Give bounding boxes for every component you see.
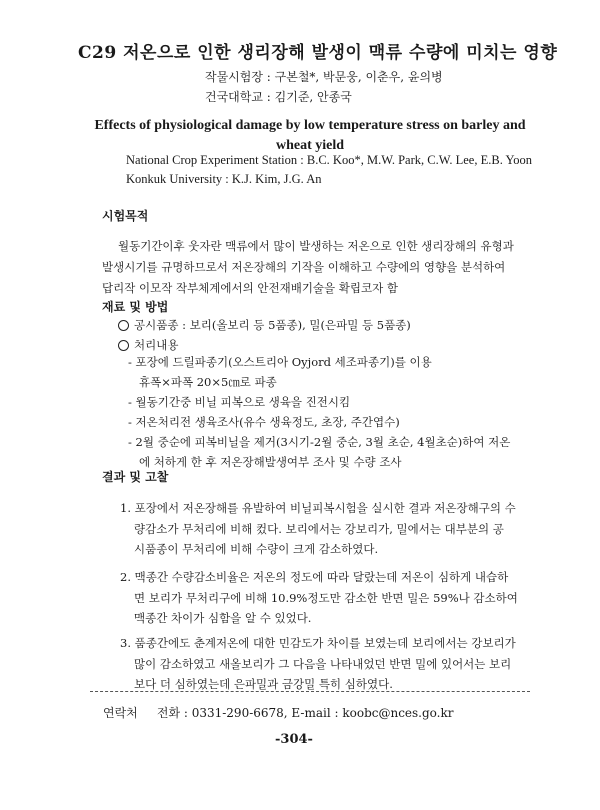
author-affiliation-en-1: National Crop Experiment Station : B.C. Koo*, M.W. Park, C.W. Lee, E.B. Yoon [126, 153, 533, 167]
author-affiliation-en-2: Konkuk University : K.J. Kim, J.G. An [126, 172, 322, 186]
list-item: 에 처하게 한 후 저온장해발생여부 조사 및 수량 조사 [139, 455, 402, 469]
circle-bullet-icon [118, 320, 129, 331]
list-item: - 월동기간중 비닐 피복으로 생육을 진전시킴 [128, 395, 351, 409]
page-number: -304- [275, 732, 313, 747]
objective-text [102, 236, 514, 299]
methods-list [118, 315, 411, 355]
list-item: 처리내용 [118, 335, 411, 355]
text-line: 답리작 이모작 작부체계에서의 안전재배기술을 확립코자 함 [102, 281, 398, 295]
result-paragraph-1 [120, 498, 516, 560]
text-line: 량감소가 무처리에 비해 컸다. 보리에서는 강보리가, 밀에서는 대부분의 공 [134, 521, 504, 536]
section-heading-methods: 재료 및 방법 [102, 300, 169, 314]
section-heading-objective: 시험목적 [102, 209, 149, 223]
text-line: 1. 포장에서 저온장해를 유발하여 비닐피복시험을 실시한 결과 저온장해구의 수 [120, 501, 516, 515]
text-line: 발생시기를 규명하므로서 저온장해의 기작을 이해하고 수량에의 영향을 분석하여 [102, 260, 506, 274]
author-affiliation-kr-2: 건국대학교 : 김기준, 안종국 [205, 90, 352, 104]
list-item: - 저온처리전 생육조사(유수 생육정도, 초장, 주간엽수) [128, 415, 400, 429]
circle-bullet-icon [118, 340, 129, 351]
paper-title-en: Effects of physiological damage by low temperature stress on barley and wheat yield [94, 118, 526, 153]
text-line: 3. 품종간에도 춘계저온에 대한 민감도가 차이를 보였는데 보리에서는 강보리가 [120, 636, 516, 650]
footer-divider [90, 691, 530, 692]
text-line: 많이 감소하였고 새올보리가 그 다음을 나타내었던 반면 밀에 있어서는 보리 [134, 656, 512, 671]
list-item: 휴폭×파폭 20×5㎝로 파종 [139, 375, 277, 389]
list-item: - 2월 중순에 피복비닐을 제거(3시기-2월 중순, 3월 초순, 4월초순)하여 저온 [128, 435, 511, 449]
author-affiliation-kr-1: 작물시험장 : 구본철*, 박문웅, 이춘우, 윤의병 [205, 70, 443, 84]
text-line: 2. 맥종간 수량감소비율은 저온의 정도에 따라 달랐는데 저온이 심하게 내습하 [120, 570, 509, 584]
section-heading-results: 결과 및 고찰 [102, 470, 169, 484]
treatment-details [128, 352, 510, 472]
list-item: - 포장에 드릴파종기(오스트리아 Oyjord 세조파종기)를 이용 [128, 355, 432, 369]
list-item: 공시품종 : 보리(올보리 등 5품종), 밀(은파밀 등 5품종) [118, 315, 411, 335]
result-paragraph-3 [120, 633, 516, 695]
paper-title: C29 저온으로 인한 생리장해 발생이 맥류 수량에 미치는 영향 [78, 43, 558, 63]
text-line: 보다 더 심하였는데 은파밀과 금강밀 특히 심하였다. [134, 677, 393, 691]
result-paragraph-2 [120, 567, 518, 629]
text-line: 월동기간이후 웃자란 맥류에서 많이 발생하는 저온으로 인한 생리장해의 유형과 [118, 239, 514, 253]
contact-info: 연락처 전화 : 0331-290-6678, E-mail : koobc@nces.go.kr [103, 706, 454, 720]
text-line: 시품종이 무처리에 비해 수량이 크게 감소하였다. [134, 542, 379, 556]
text-line: 면 보리가 무처리구에 비해 10.9%정도만 감소한 반면 밀은 59%나 감소하여 [134, 590, 518, 605]
text-line: 맥종간 차이가 심함을 알 수 있었다. [134, 611, 312, 625]
